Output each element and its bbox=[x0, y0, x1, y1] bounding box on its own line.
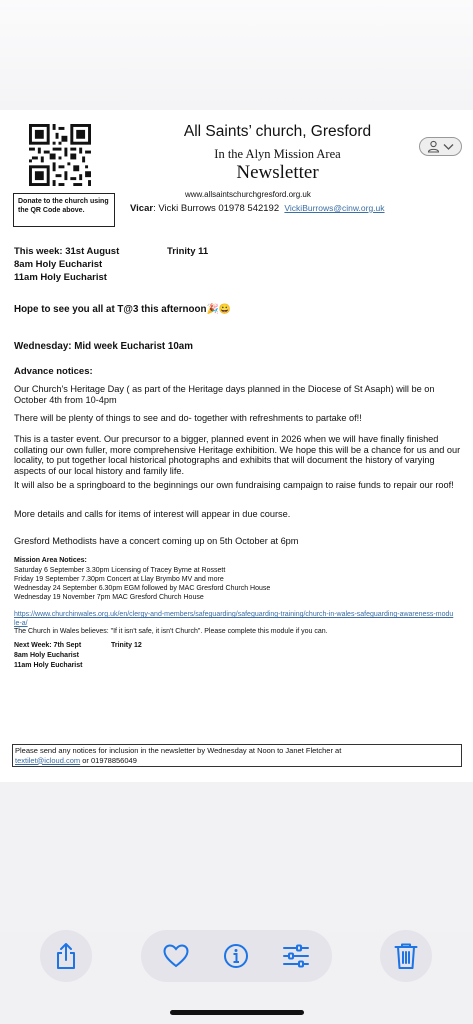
mission-notices-heading: Mission Area Notices: bbox=[14, 557, 87, 564]
newsletter-document bbox=[0, 110, 473, 782]
service-item: 11am Holy Eucharist bbox=[14, 662, 83, 669]
website-url: www.allsaintschurchgresford.org.uk bbox=[185, 190, 311, 199]
paragraph: Our Church's Heritage Day ( as part of the Heritage days planned in the Diocese of St Asaph) will be on October 4th from 10-4pm bbox=[14, 384, 435, 405]
favorite-button[interactable] bbox=[150, 930, 202, 982]
photo-actions-group bbox=[141, 930, 332, 982]
notice-email-link[interactable]: textilet@icloud.com bbox=[15, 755, 81, 765]
mission-notice-item: Wednesday 19 November 7pm MAC Gresford Church House bbox=[14, 594, 204, 601]
heart-icon bbox=[163, 944, 189, 968]
this-week-date: : 31st August bbox=[59, 246, 120, 257]
service-item: 8am Holy Eucharist bbox=[14, 652, 79, 659]
notice-box bbox=[12, 744, 462, 767]
notice-phone: or 01978856049 bbox=[80, 755, 137, 765]
church-name: All Saints’ church, Gresford bbox=[183, 123, 372, 140]
vicar-line bbox=[130, 203, 385, 214]
person-icon bbox=[427, 140, 440, 153]
vicar-details: : Vicki Burrows 01978 542192 bbox=[153, 203, 280, 214]
mission-area: In the Alyn Mission Area bbox=[214, 147, 341, 161]
vicar-email-link[interactable]: VickiBurrows@cinw.org.uk bbox=[284, 203, 385, 213]
home-indicator bbox=[170, 1010, 304, 1015]
paragraph: There will be plenty of things to see and do- together with refreshments to partake of!! bbox=[14, 413, 362, 423]
notice-text: Please send any notices for inclusion in the newsletter by Wednesday at Noon to Janet Fletcher at bbox=[15, 746, 342, 755]
chevron-down-icon bbox=[443, 143, 454, 151]
info-icon bbox=[223, 943, 249, 969]
mission-notice-item: Wednesday 24 September 6.30pm EGM followed by MAC Gresford Church House bbox=[14, 585, 271, 592]
paragraph: This is a taster event. Our precursor to a bigger, planned event in 2026 when we will have finally finished collating our own fuller, more comprehensive Heritage exhibition. We hope this will be a chance for us and our locality, to put together local historical photographs and exhibits that will document the history of varying aspects of our local history and family life. bbox=[14, 434, 461, 476]
service-item: 8am Holy Eucharist bbox=[14, 259, 103, 270]
adjust-icon bbox=[282, 944, 310, 968]
wednesday-service: Wednesday: Mid week Eucharist 10am bbox=[14, 341, 193, 352]
newsletter-title: Newsletter bbox=[236, 162, 319, 183]
hope-line: Hope to see you all at T@3 this afternoon🎉😀 bbox=[14, 304, 231, 315]
qr-caption: Donate to the church using the QR Code above. bbox=[13, 193, 115, 227]
this-week-label: This week bbox=[14, 246, 60, 257]
delete-button[interactable] bbox=[380, 930, 432, 982]
paragraph: More details and calls for items of interest will appear in due course. bbox=[14, 509, 291, 519]
next-week-label: Next Week: 7th Sept bbox=[14, 642, 82, 649]
safeguarding-link[interactable]: https://www.churchinwales.org.uk/en/clergy-and-members/safeguarding/safeguarding-training/church-in-wales-safeguarding-awareness-module-a/ bbox=[14, 611, 454, 627]
safeguarding-note: The Church in Wales believes: "If it isn't safe, it isn't Church". Please complete this module if you can. bbox=[14, 628, 328, 635]
account-menu-button[interactable] bbox=[419, 137, 462, 156]
service-item: 11am Holy Eucharist bbox=[14, 272, 107, 283]
next-week-sunday: Trinity 12 bbox=[111, 642, 142, 649]
mission-notice-item: Friday 19 September 7.30pm Concert at Llay Brymbo MV and more bbox=[14, 576, 224, 583]
trash-icon bbox=[394, 942, 418, 970]
adjust-button[interactable] bbox=[270, 930, 322, 982]
advance-notices-heading: Advance notices: bbox=[14, 366, 93, 377]
vicar-label: Vicar bbox=[130, 203, 154, 214]
share-icon bbox=[54, 942, 78, 970]
top-area bbox=[0, 0, 473, 110]
mission-notice-item: Saturday 6 September 3.30pm Licensing of Tracey Byrne at Rossett bbox=[14, 567, 226, 574]
paragraph: It will also be a springboard to the beginnings our own fundraising campaign to raise funds to repair our roof! bbox=[14, 480, 454, 490]
info-button[interactable] bbox=[210, 930, 262, 982]
qr-code bbox=[29, 124, 91, 186]
share-button[interactable] bbox=[40, 930, 92, 982]
paragraph: Gresford Methodists have a concert coming up on 5th October at 6pm bbox=[14, 536, 299, 546]
this-week-line bbox=[14, 246, 119, 257]
this-week-sunday: Trinity 11 bbox=[167, 246, 209, 257]
